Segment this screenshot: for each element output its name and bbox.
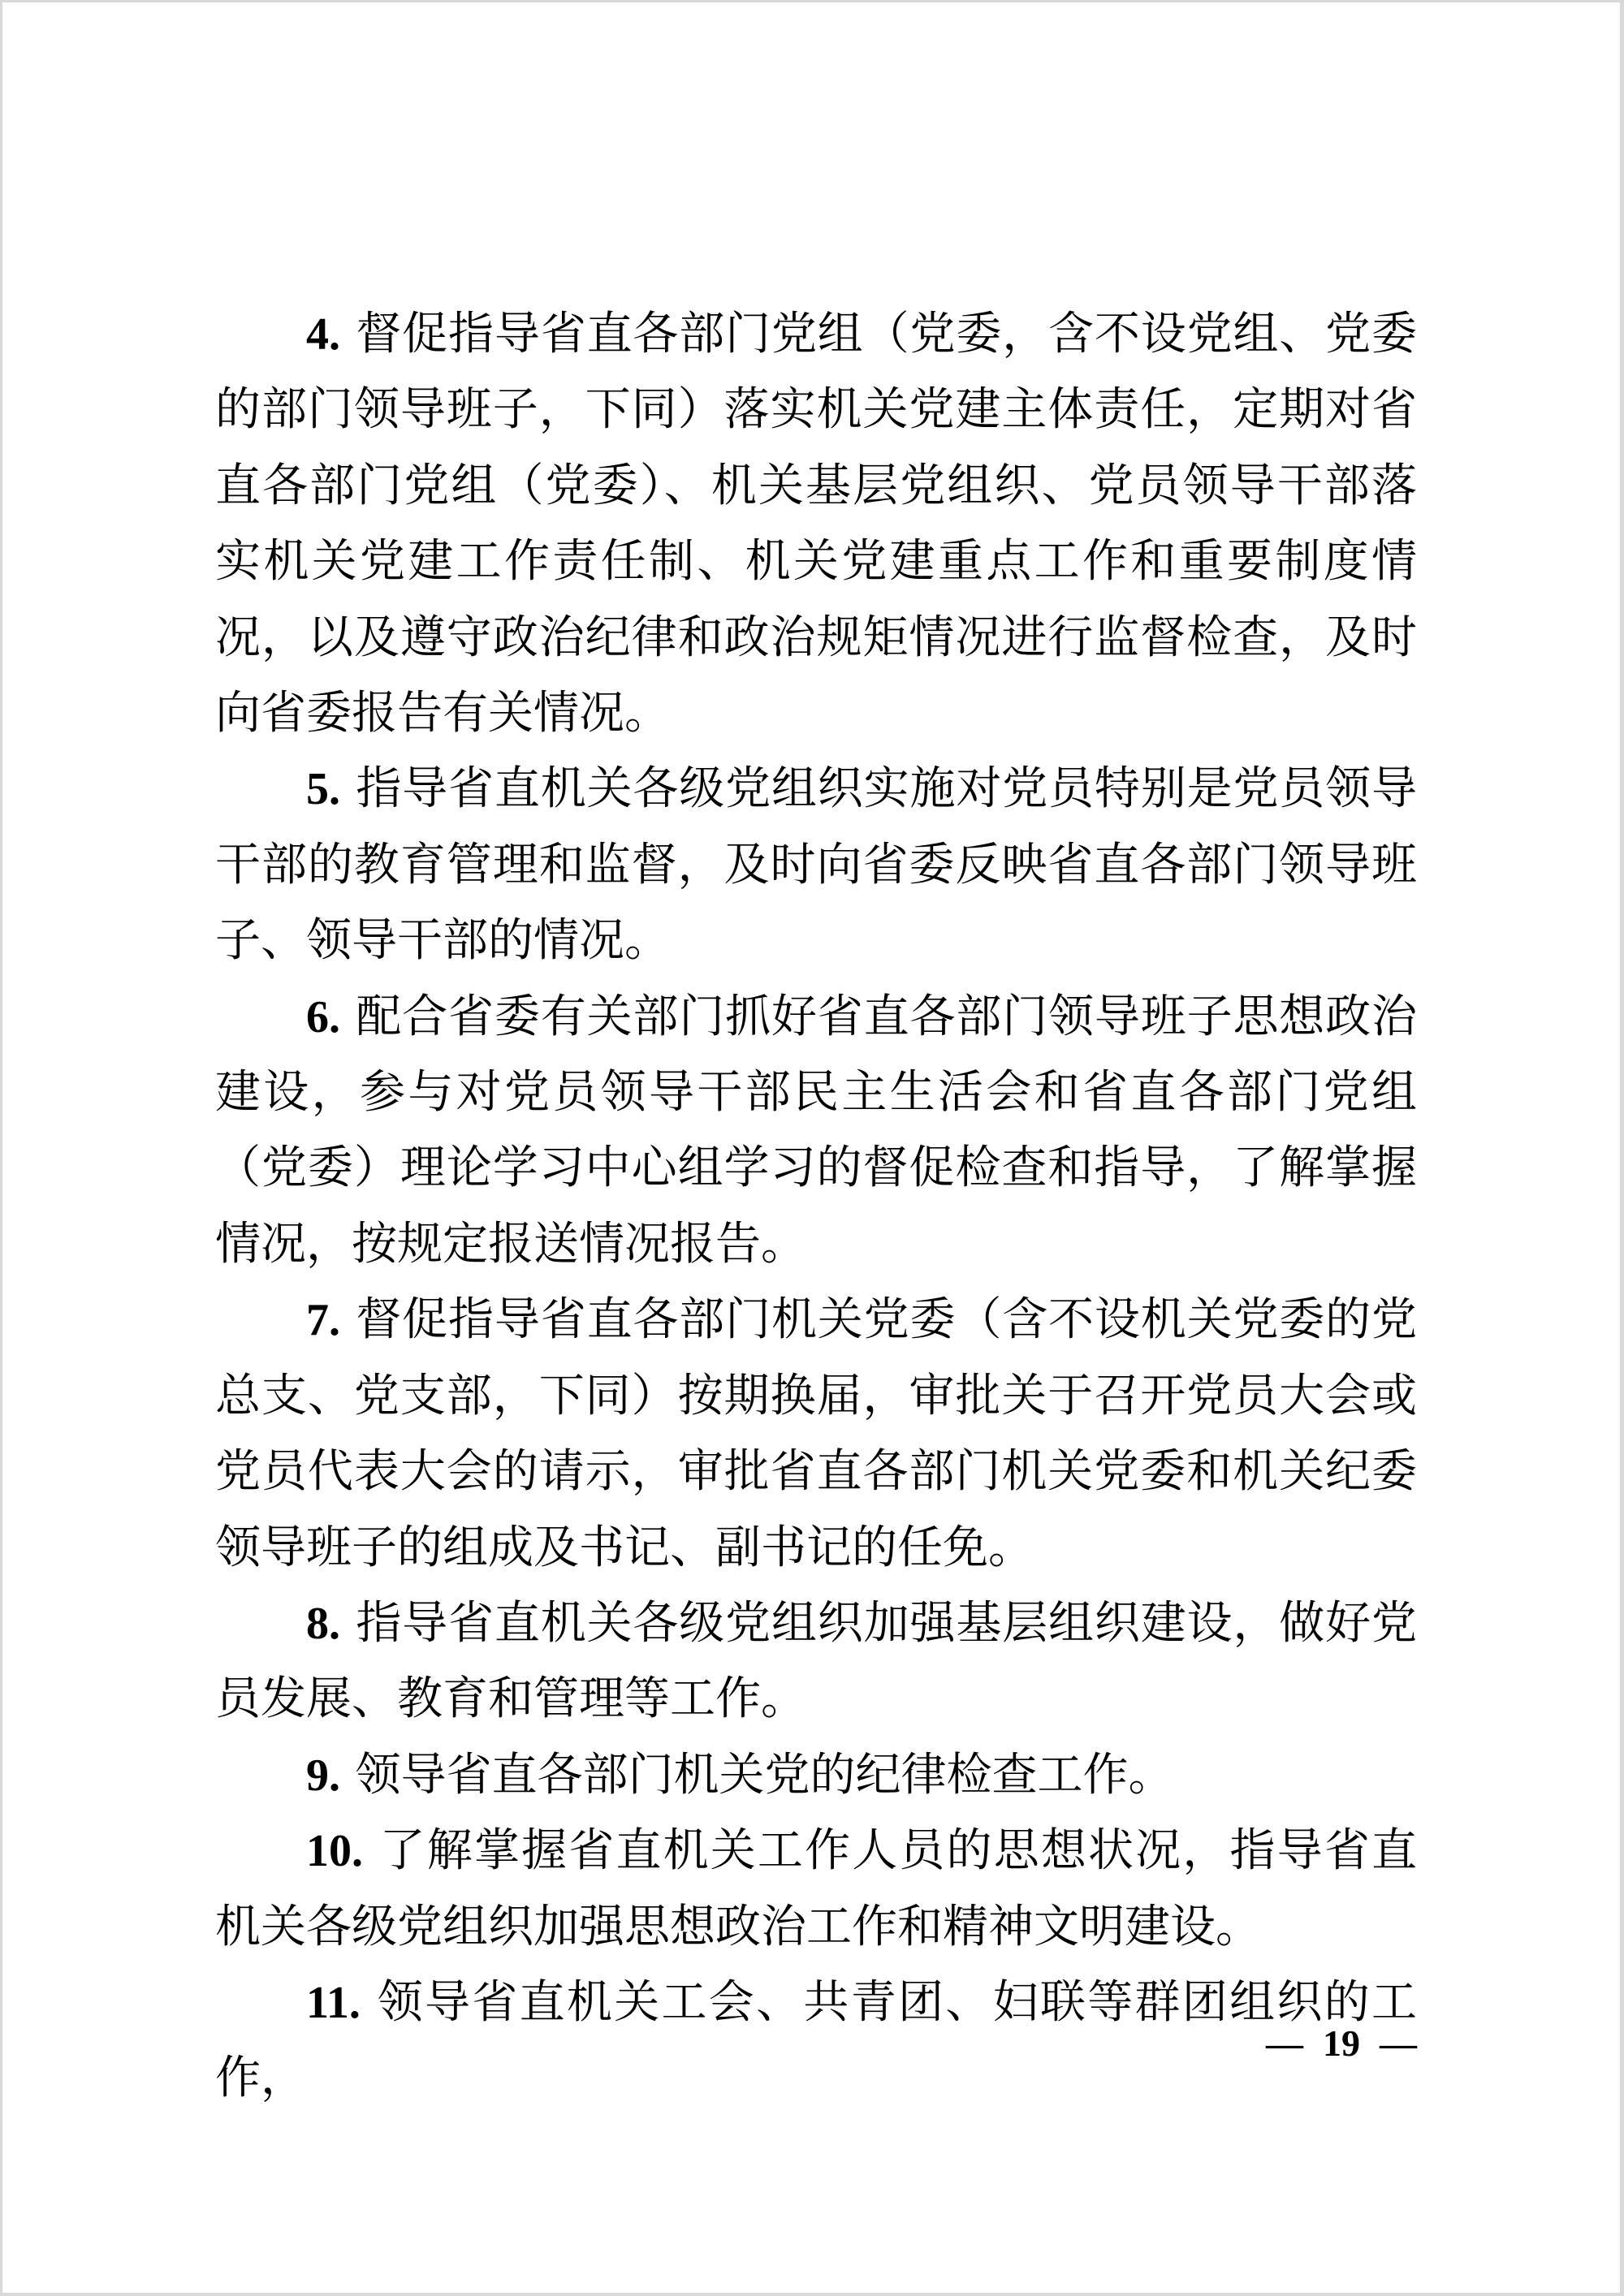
paragraph-11 bbox=[215, 1966, 1417, 2117]
paragraph-number: 10. bbox=[306, 1826, 363, 1877]
paragraph-4 bbox=[215, 297, 1417, 752]
paragraph-text: 督促指导省直各部门党组（党委，含不设党组、党委的部门领导班子，下同）落实机关党建主体责任，定期对省直各部门党组（党委）、机关基层党组织、党员领导干部落实机关党建工作责任制、机关党建重点工作和重要制度情况，以及遵守政治纪律和政治规矩情况进行监督检查，及时向省委报告有关情况。 bbox=[215, 309, 1417, 740]
paragraph-8 bbox=[215, 1586, 1417, 1738]
page-number-footer bbox=[1266, 2019, 1417, 2068]
paragraph-7 bbox=[215, 1283, 1417, 1586]
paragraph-number: 11. bbox=[306, 1977, 361, 2028]
paragraph-6 bbox=[215, 980, 1417, 1284]
paragraph-number: 4. bbox=[306, 309, 340, 360]
paragraph-number: 8. bbox=[306, 1598, 340, 1649]
paragraph-number: 5. bbox=[306, 764, 340, 815]
paragraph-9 bbox=[215, 1738, 1417, 1814]
page-number: 19 bbox=[1323, 2022, 1360, 2064]
paragraph-5 bbox=[215, 752, 1417, 979]
paragraph-number: 7. bbox=[306, 1295, 340, 1346]
paragraph-number: 9. bbox=[306, 1750, 340, 1801]
paragraph-text: 领导省直各部门机关党的纪律检查工作。 bbox=[355, 1750, 1174, 1801]
paragraph-text: 领导省直机关工会、共青团、妇联等群团组织的工作， bbox=[215, 1977, 1417, 2104]
paragraph-text: 配合省委有关部门抓好省直各部门领导班子思想政治建设，参与对党员领导干部民主生活会和省直各部门党组（党委）理论学习中心组学习的督促检查和指导，了解掌握情况，按规定报送情况报告。 bbox=[215, 991, 1417, 1270]
footer-dash-left: — bbox=[1266, 2022, 1303, 2064]
footer-dash-right: — bbox=[1380, 2022, 1417, 2064]
paragraph-text: 指导省直机关各级党组织实施对党员特别是党员领导干部的教育管理和监督，及时向省委反映省直各部门领导班子、领导干部的情况。 bbox=[215, 764, 1417, 967]
paragraph-text: 指导省直机关各级党组织加强基层组织建设，做好党员发展、教育和管理等工作。 bbox=[215, 1598, 1417, 1725]
paragraph-text: 了解掌握省直机关工作人员的思想状况，指导省直机关各级党组织加强思想政治工作和精神文明建设。 bbox=[215, 1826, 1417, 1953]
paragraph-number: 6. bbox=[306, 991, 340, 1042]
document-body bbox=[215, 297, 1417, 2117]
paragraph-10 bbox=[215, 1814, 1417, 1966]
paragraph-text: 督促指导省直各部门机关党委（含不设机关党委的党总支、党支部，下同）按期换届，审批关于召开党员大会或党员代表大会的请示，审批省直各部门机关党委和机关纪委领导班子的组成及书记、副书记的任免。 bbox=[215, 1295, 1417, 1573]
